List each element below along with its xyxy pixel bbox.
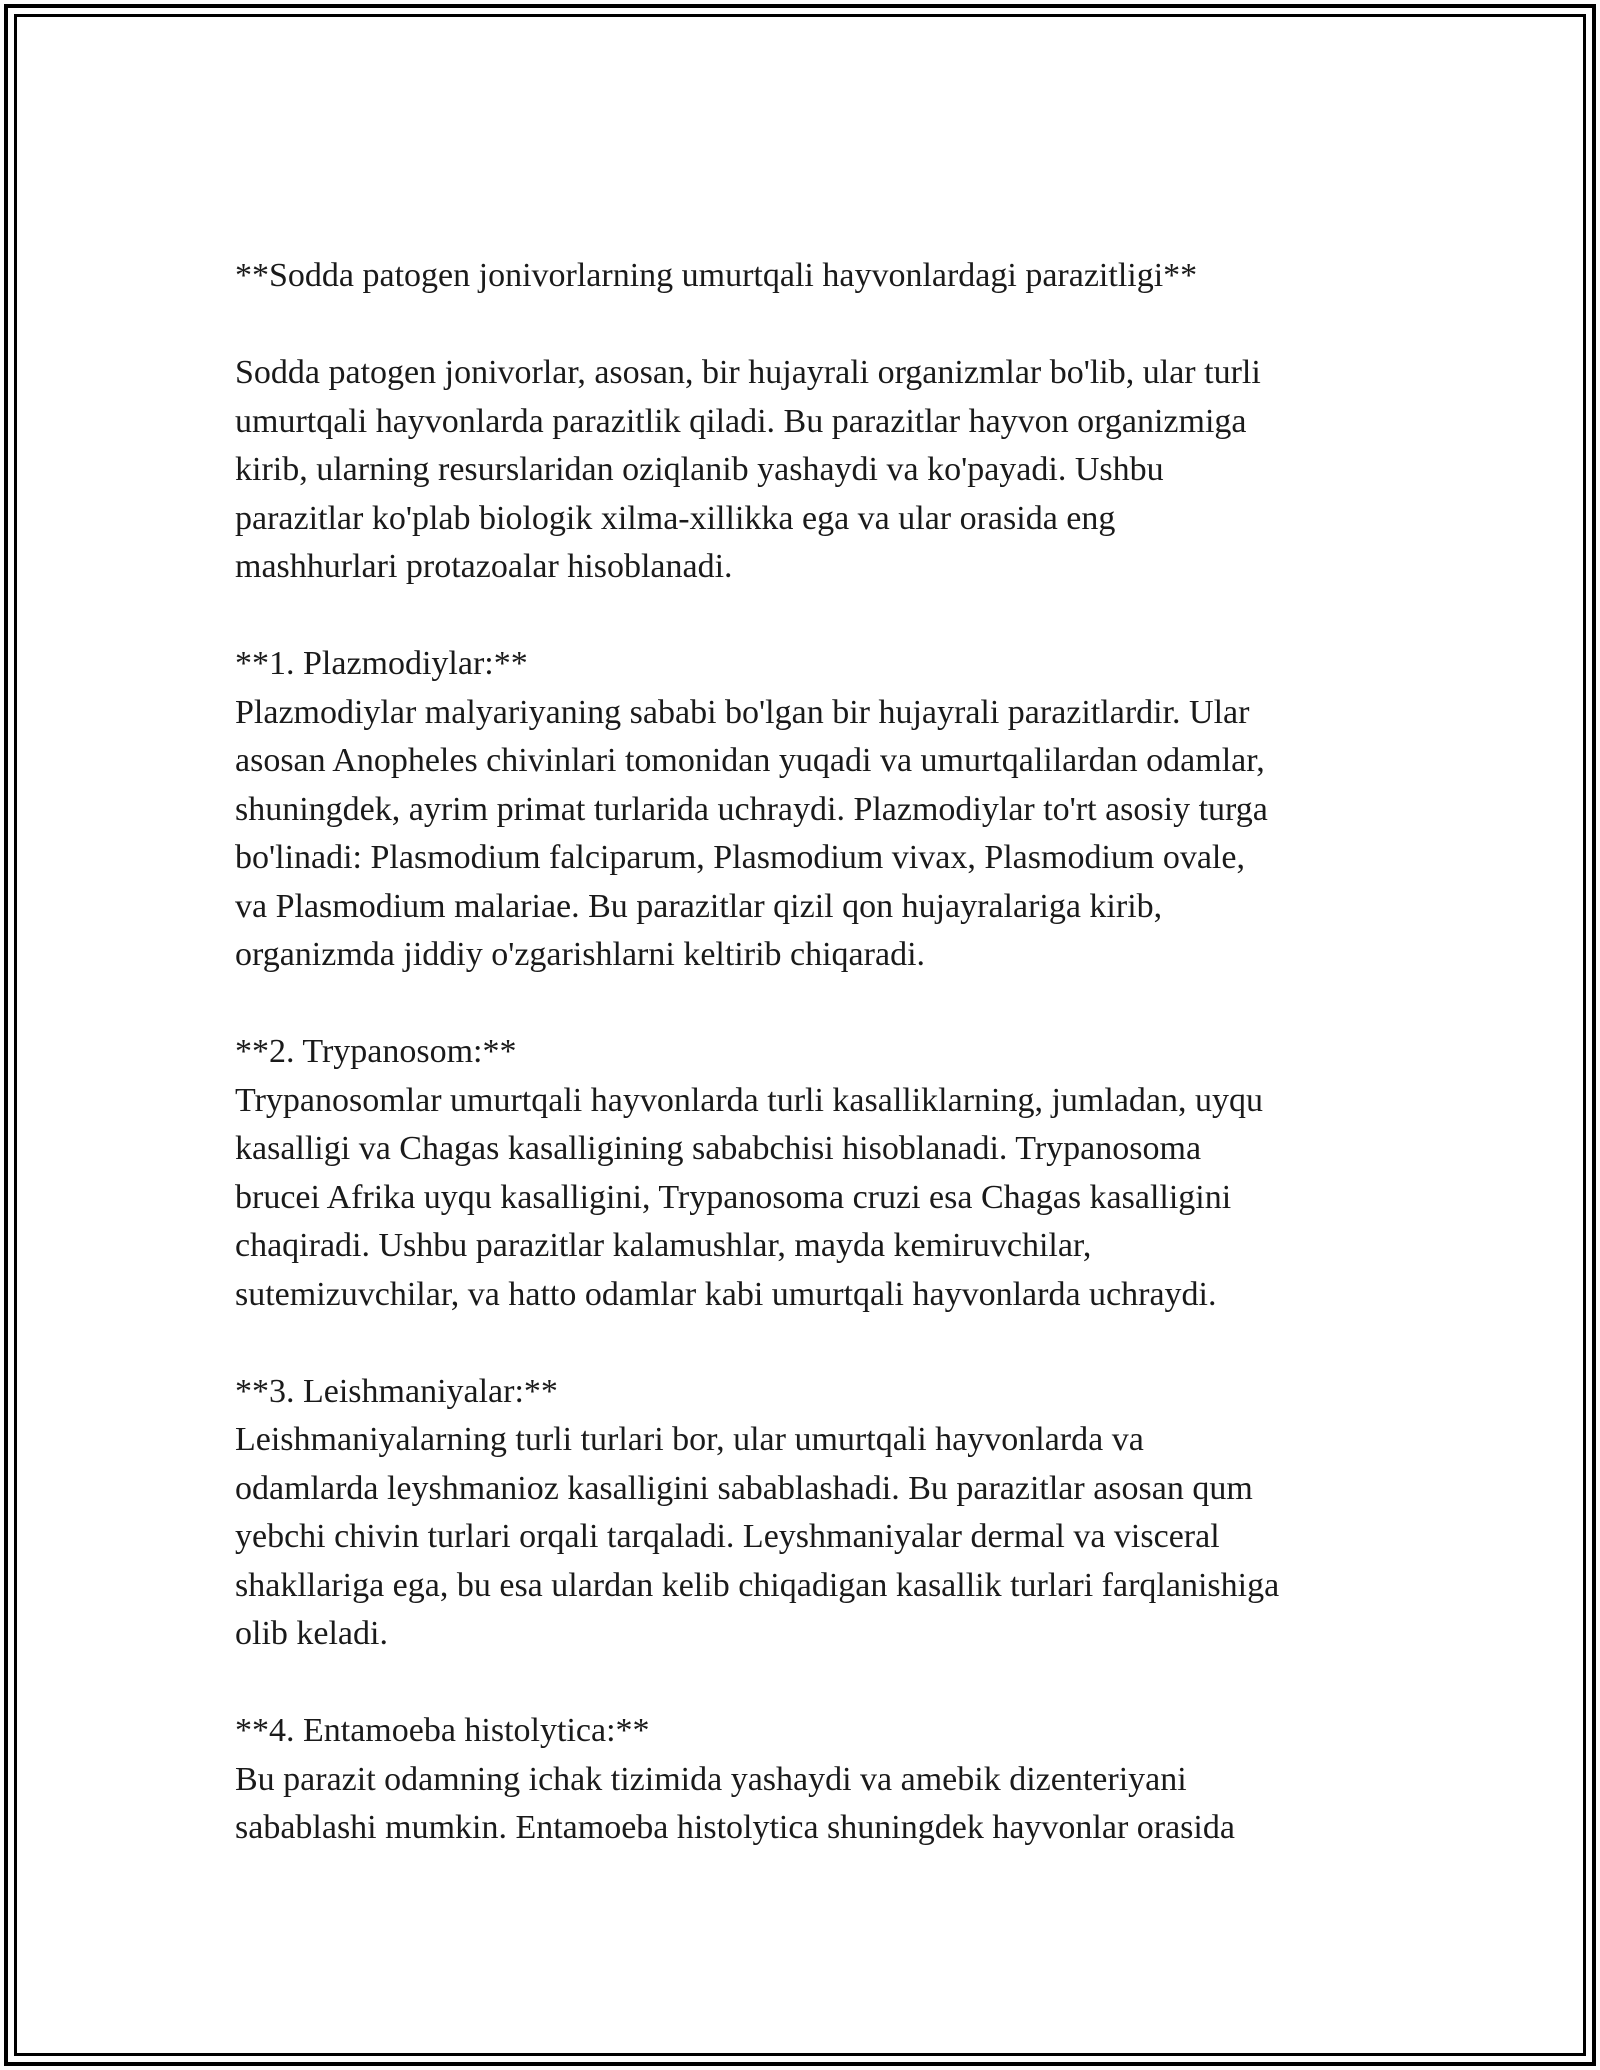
section-line: va Plasmodium malariae. Bu parazitlar qizil qon hujayralariga kirib, [235,887,1163,925]
section-line: Leishmaniyalarning turli turlari bor, ular umurtqali hayvonlarda va [235,1421,1144,1458]
section-line: shuningdek, ayrim primat turlarida uchraydi. Plazmodiylar to'rt asosiy turga [235,790,1268,828]
intro-line: Sodda patogen jonivorlar, asosan, bir hujayrali organizmlar bo'lib, ular turli [235,354,1261,391]
section-heading: **3. Leishmaniyalar:** [235,1372,558,1410]
section-heading: **4. Entamoeba histolytica:** [235,1712,650,1749]
section-line: olib keladi. [235,1615,388,1652]
section-heading: **1. Plazmodiylar:** [235,645,528,682]
intro-line: mashhurlari protazoalar hisoblanadi. [235,548,733,585]
intro-line: parazitlar ko'plab biologik xilma-xillikka ega va ular orasida eng [235,499,1116,537]
section-trypanosom [235,1028,1365,1319]
section-line: brucei Afrika uyqu kasalligini, Trypanosoma cruzi esa Chagas kasalligini [235,1178,1232,1216]
section-line: odamlarda leyshmanioz kasalligini sabablashadi. Bu parazitlar asosan qum [235,1469,1253,1507]
section-line: Plazmodiylar malyariyaning sababi bo'lgan bir hujayrali parazitlardir. Ular [235,693,1250,731]
section-line: asosan Anopheles chivinlari tomonidan yuqadi va umurtqalilardan odamlar, [235,742,1265,779]
section-plazmodiylar [235,640,1365,980]
document-body [235,252,1365,1901]
section-line: Bu parazit odamning ichak tizimida yashaydi va amebik dizenteriyani [235,1760,1187,1798]
section-line: yebchi chivin turlari orqali tarqaladi. Leyshmaniyalar dermal va visceral [235,1518,1220,1555]
section-line: shakllariga ega, bu esa ulardan kelib chiqadigan kasallik turlari farqlanishiga [235,1566,1280,1604]
section-line: Trypanosomlar umurtqali hayvonlarda turli kasalliklarning, jumladan, uyqu [235,1081,1264,1119]
section-entamoeba [235,1707,1365,1853]
section-leishmaniyalar [235,1368,1365,1659]
intro-line: kirib, ularning resurslaridan oziqlanib yashaydi va ko'payadi. Ushbu [235,451,1164,488]
section-line: chaqiradi. Ushbu parazitlar kalamushlar, mayda kemiruvchilar, [235,1227,1092,1264]
section-heading: **2. Trypanosom:** [235,1033,517,1070]
section-line: bo'linadi: Plasmodium falciparum, Plasmodium vivax, Plasmodium ovale, [235,839,1245,876]
section-line: sabablashi mumkin. Entamoeba histolytica shuningdek hayvonlar orasida [235,1809,1235,1846]
section-line: organizmda jiddiy o'zgarishlarni keltirib chiqaradi. [235,936,926,973]
document-title: **Sodda patogen jonivorlarning umurtqali hayvonlardagi parazitligi** [235,257,1198,294]
intro-line: umurtqali hayvonlarda parazitlik qiladi. Bu parazitlar hayvon organizmiga [235,402,1247,440]
intro-paragraph [235,349,1365,592]
section-line: kasalligi va Chagas kasalligining sababchisi hisoblanadi. Trypanosoma [235,1130,1202,1167]
section-line: sutemizuvchilar, va hatto odamlar kabi umurtqali hayvonlarda uchraydi. [235,1275,1217,1313]
